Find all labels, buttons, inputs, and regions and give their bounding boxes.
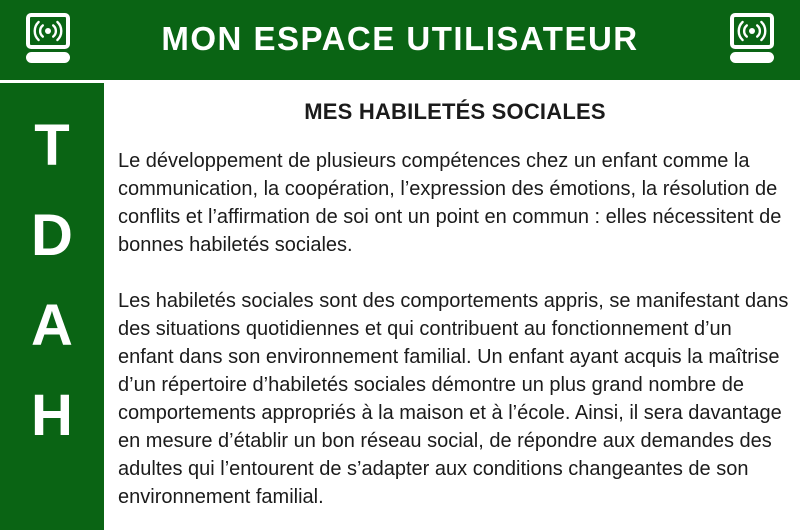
sidebar-letter-a: A [31,293,73,358]
header-bar [0,0,800,80]
paragraph-intro: Le développement de plusieurs compétences chez un enfant comme la communication, la coopération, l’expression des émotions, la résolution de conflits et l’affirmation de soi ont un point en commun : elles nécessitent de bonnes habiletés sociales. [118,150,782,256]
main-content [104,83,800,530]
sidebar-letter-d: D [31,203,73,268]
page-title: MES HABILETÉS SOCIALES [304,99,606,124]
sidebar-letter-h: H [31,383,73,448]
paragraph-details: Les habiletés sociales sont des comportements appris, se manifestant dans des situations quotidiennes et qui contribuent au fonctionnement d’un enfant dans son environnement familial. Un enfant ayant acquis la maîtrise d’un répertoire d’habiletés sociales démontre un plus grand nombre de comportements appropriés à la maison et à l’école. Ainsi, il sera davantage en mesure d’établir un bon réseau social, de répondre aux demandes des adultes qui l’entourent de s’adapter aux conditions changeantes de son environnement familial. [118,290,789,508]
app-title: MON ESPACE UTILISATEUR [161,20,639,57]
sidebar-tdah [0,83,104,530]
sidebar-letter-t: T [34,113,70,178]
laptop-broadcast-icon [24,12,72,69]
laptop-broadcast-icon [728,12,776,69]
